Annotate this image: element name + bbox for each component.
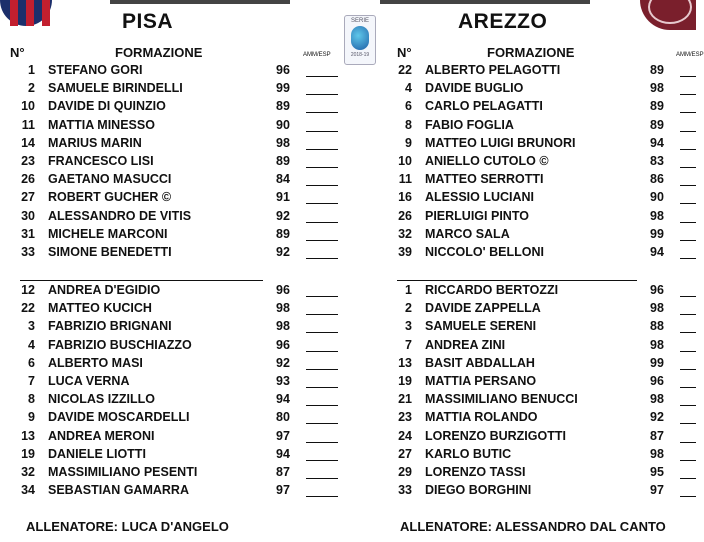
player-name: MATTEO SERROTTI [425, 172, 544, 187]
player-name: SAMUELE BIRINDELLI [48, 81, 183, 96]
player-rating: 96 [276, 63, 290, 77]
amm-esp-blank[interactable] [680, 222, 696, 223]
player-rating: 89 [650, 99, 664, 114]
player-rating: 95 [650, 465, 664, 479]
player-number: 14 [21, 135, 35, 150]
player-number: 6 [405, 99, 412, 114]
player-rating: 92 [650, 410, 664, 425]
player-row [0, 410, 696, 428]
player-number: 10 [398, 154, 412, 168]
player-number: 19 [21, 446, 35, 461]
player-rating: 89 [276, 99, 290, 114]
player-rating: 94 [650, 135, 664, 150]
player-rating: 98 [276, 301, 290, 316]
player-row [0, 172, 696, 190]
amm-esp-blank[interactable] [680, 351, 696, 352]
player-number: 6 [28, 355, 35, 370]
player-name: FABRIZIO BRIGNANI [48, 319, 172, 334]
player-rating: 89 [650, 63, 664, 77]
player-name: DANIELE LIOTTI [48, 446, 146, 461]
player-rating: 96 [276, 337, 290, 352]
player-row [0, 374, 696, 392]
player-name: SIMONE BENEDETTI [48, 245, 172, 259]
player-number: 8 [28, 392, 35, 407]
player-number: 4 [28, 337, 35, 352]
away-formation-header: FORMAZIONE [487, 45, 575, 60]
player-rating: 83 [650, 154, 664, 168]
player-rating: 89 [276, 226, 290, 241]
player-name: DAVIDE DI QUINZIO [48, 99, 166, 114]
player-number: 26 [398, 208, 412, 223]
player-row [0, 392, 696, 410]
player-name: MATTEO LUIGI BRUNORI [425, 135, 576, 150]
player-name: FRANCESCO LISI [48, 154, 154, 168]
player-number: 12 [21, 283, 35, 297]
home-coach: ALLENATORE: LUCA D'ANGELO [26, 519, 229, 534]
player-number: 13 [21, 428, 35, 443]
serie-b-logo-top: SERIE [350, 18, 369, 24]
player-rating: 98 [650, 337, 664, 352]
pisa-crest [0, 0, 52, 26]
amm-esp-blank[interactable] [680, 387, 696, 388]
player-rating: 96 [650, 374, 664, 388]
player-name: DIEGO BORGHINI [425, 483, 532, 498]
player-rating: 92 [276, 208, 290, 223]
player-row [0, 190, 696, 208]
player-name: KARLO BUTIC [425, 446, 512, 461]
player-number: 23 [398, 410, 412, 425]
player-row [0, 136, 696, 154]
player-name: MASSIMILIANO BENUCCI [425, 392, 578, 407]
player-name: MATTIA PERSANO [425, 374, 537, 388]
amm-esp-blank[interactable] [680, 460, 696, 461]
amm-esp-blank[interactable] [680, 112, 696, 113]
player-name: LORENZO BURZIGOTTI [425, 428, 566, 443]
player-name: LORENZO TASSI [425, 465, 526, 479]
player-name: FABIO FOGLIA [425, 117, 514, 132]
serie-b-ball-icon [351, 26, 369, 50]
player-rating: 99 [650, 355, 664, 370]
amm-esp-blank[interactable] [680, 240, 696, 241]
player-name: SEBASTIAN GAMARRA [48, 483, 189, 498]
player-name: MARCO SALA [425, 226, 510, 241]
player-number: 24 [398, 428, 412, 443]
player-rating: 86 [650, 172, 664, 187]
player-name: NICOLAS IZZILLO [48, 392, 155, 407]
player-rating: 96 [650, 283, 664, 297]
player-number: 9 [28, 410, 35, 425]
amm-esp-blank[interactable] [680, 478, 696, 479]
amm-esp-blank[interactable] [680, 131, 696, 132]
player-rating: 92 [276, 245, 290, 259]
amm-esp-blank[interactable] [680, 405, 696, 406]
player-name: MASSIMILIANO PESENTI [48, 465, 198, 479]
player-number: 34 [21, 483, 35, 498]
player-row [0, 356, 696, 374]
away-coach: ALLENATORE: ALESSANDRO DAL CANTO [400, 519, 666, 534]
player-rating: 96 [276, 283, 290, 297]
player-number: 11 [21, 117, 35, 132]
player-name: ALBERTO PELAGOTTI [425, 63, 561, 77]
amm-esp-blank[interactable] [680, 314, 696, 315]
player-name: DAVIDE ZAPPELLA [425, 301, 541, 316]
player-row [0, 227, 696, 245]
player-row [0, 154, 696, 172]
player-number: 23 [21, 154, 35, 168]
serie-b-logo-season: 2018-19 [350, 52, 370, 58]
player-row [0, 465, 696, 483]
amm-esp-blank[interactable] [680, 296, 696, 297]
player-number: 19 [398, 374, 412, 388]
away-separator [397, 280, 637, 281]
player-number: 7 [405, 337, 412, 352]
player-number: 7 [28, 374, 35, 388]
amm-esp-blank[interactable] [680, 496, 696, 497]
player-row [0, 81, 696, 99]
player-name: SAMUELE SERENI [425, 319, 537, 334]
player-rating: 80 [276, 410, 290, 425]
header-strip-left [110, 0, 290, 4]
player-name: PIERLUIGI PINTO [425, 208, 529, 223]
player-number: 1 [28, 63, 35, 77]
amm-esp-blank[interactable] [680, 203, 696, 204]
home-num-header: N° [10, 45, 25, 60]
player-rating: 91 [276, 190, 290, 205]
player-number: 10 [21, 99, 35, 114]
player-name: FABRIZIO BUSCHIAZZO [48, 337, 192, 352]
player-number: 16 [398, 190, 412, 205]
player-name: BASIT ABDALLAH [425, 355, 535, 370]
player-name: ALESSIO LUCIANI [425, 190, 535, 205]
player-number: 22 [398, 63, 412, 77]
player-rating: 94 [276, 392, 290, 407]
player-rating: 98 [650, 208, 664, 223]
serie-b-logo [344, 15, 376, 65]
away-num-header: N° [397, 45, 412, 60]
home-formation-header: FORMAZIONE [115, 45, 203, 60]
player-rating: 98 [650, 301, 664, 316]
player-name: ANDREA D'EGIDIO [48, 283, 161, 297]
player-number: 4 [405, 81, 412, 96]
player-rating: 90 [650, 190, 664, 205]
player-rating: 98 [276, 319, 290, 334]
player-rating: 98 [650, 81, 664, 96]
player-number: 33 [398, 483, 412, 498]
player-name: ALESSANDRO DE VITIS [48, 208, 192, 223]
player-number: 31 [21, 226, 35, 241]
player-name: ANIELLO CUTOLO © [425, 154, 549, 168]
player-number: 33 [21, 245, 35, 259]
player-rating: 97 [276, 483, 290, 498]
player-number: 2 [28, 81, 35, 96]
player-rating: 99 [276, 81, 290, 96]
player-name: ROBERT GUCHER © [48, 190, 172, 205]
home-team-name: PISA [122, 10, 174, 33]
away-amm-header: AMM/ESP [676, 52, 704, 58]
amm-esp-blank[interactable] [680, 423, 696, 424]
amm-esp-blank[interactable] [680, 185, 696, 186]
player-row [0, 63, 696, 81]
player-rating: 93 [276, 374, 290, 388]
player-row [0, 447, 696, 465]
player-row [0, 118, 696, 136]
player-number: 27 [21, 190, 35, 205]
player-rating: 90 [276, 117, 290, 132]
player-name: DAVIDE BUGLIO [425, 81, 524, 96]
header-strip-right [380, 0, 590, 4]
amm-esp-blank[interactable] [680, 76, 696, 77]
player-number: 29 [398, 465, 412, 479]
away-team-name: AREZZO [458, 10, 548, 33]
player-number: 2 [405, 301, 412, 316]
player-number: 39 [398, 245, 412, 259]
player-number: 1 [405, 283, 412, 297]
amm-esp-blank[interactable] [680, 167, 696, 168]
player-rating: 92 [276, 355, 290, 370]
amm-esp-blank[interactable] [680, 258, 696, 259]
amm-esp-blank[interactable] [680, 94, 696, 95]
player-rating: 94 [276, 446, 290, 461]
player-number: 11 [398, 172, 412, 187]
player-name: LUCA VERNA [48, 374, 130, 388]
player-number: 21 [398, 392, 412, 407]
player-rating: 97 [650, 483, 664, 498]
arezzo-crest [640, 0, 696, 30]
player-row [0, 429, 696, 447]
player-rating: 98 [650, 392, 664, 407]
player-rating: 88 [650, 319, 664, 334]
player-number: 32 [398, 226, 412, 241]
player-row [0, 338, 696, 356]
amm-esp-blank[interactable] [680, 369, 696, 370]
player-name: MATTIA ROLANDO [425, 410, 538, 425]
player-rating: 89 [650, 117, 664, 132]
player-row [0, 99, 696, 117]
player-number: 30 [21, 208, 35, 223]
player-number: 3 [28, 319, 35, 334]
home-separator [20, 280, 263, 281]
player-number: 9 [405, 135, 412, 150]
player-name: GAETANO MASUCCI [48, 172, 172, 187]
player-row [0, 209, 696, 227]
home-amm-header: AMM/ESP [303, 52, 331, 58]
player-number: 32 [21, 465, 35, 479]
player-name: DAVIDE MOSCARDELLI [48, 410, 190, 425]
amm-esp-blank[interactable] [680, 442, 696, 443]
player-number: 26 [21, 172, 35, 187]
player-name: MATTEO KUCICH [48, 301, 152, 316]
player-name: MICHELE MARCONI [48, 226, 168, 241]
player-rating: 87 [650, 428, 664, 443]
player-name: NICCOLO' BELLONI [425, 245, 544, 259]
player-rating: 99 [650, 226, 664, 241]
player-rating: 94 [650, 245, 664, 259]
player-name: RICCARDO BERTOZZI [425, 283, 559, 297]
player-rating: 87 [276, 465, 290, 479]
player-rating: 89 [276, 154, 290, 168]
player-name: MARIUS MARIN [48, 135, 142, 150]
player-name: ALBERTO MASI [48, 355, 143, 370]
player-rating: 98 [650, 446, 664, 461]
player-name: MATTIA MINESSO [48, 117, 155, 132]
player-rating: 97 [276, 428, 290, 443]
player-number: 22 [21, 301, 35, 316]
player-row [0, 483, 696, 501]
player-name: ANDREA MERONI [48, 428, 155, 443]
player-number: 8 [405, 117, 412, 132]
player-row [0, 301, 696, 319]
amm-esp-blank[interactable] [680, 332, 696, 333]
player-rating: 98 [276, 135, 290, 150]
player-number: 3 [405, 319, 412, 334]
player-rating: 84 [276, 172, 290, 187]
player-row [0, 283, 696, 301]
player-name: ANDREA ZINI [425, 337, 506, 352]
player-row [0, 245, 696, 263]
player-name: CARLO PELAGATTI [425, 99, 543, 114]
player-name: STEFANO GORI [48, 63, 143, 77]
amm-esp-blank[interactable] [680, 149, 696, 150]
player-number: 27 [398, 446, 412, 461]
player-row [0, 319, 696, 337]
player-number: 13 [398, 355, 412, 370]
